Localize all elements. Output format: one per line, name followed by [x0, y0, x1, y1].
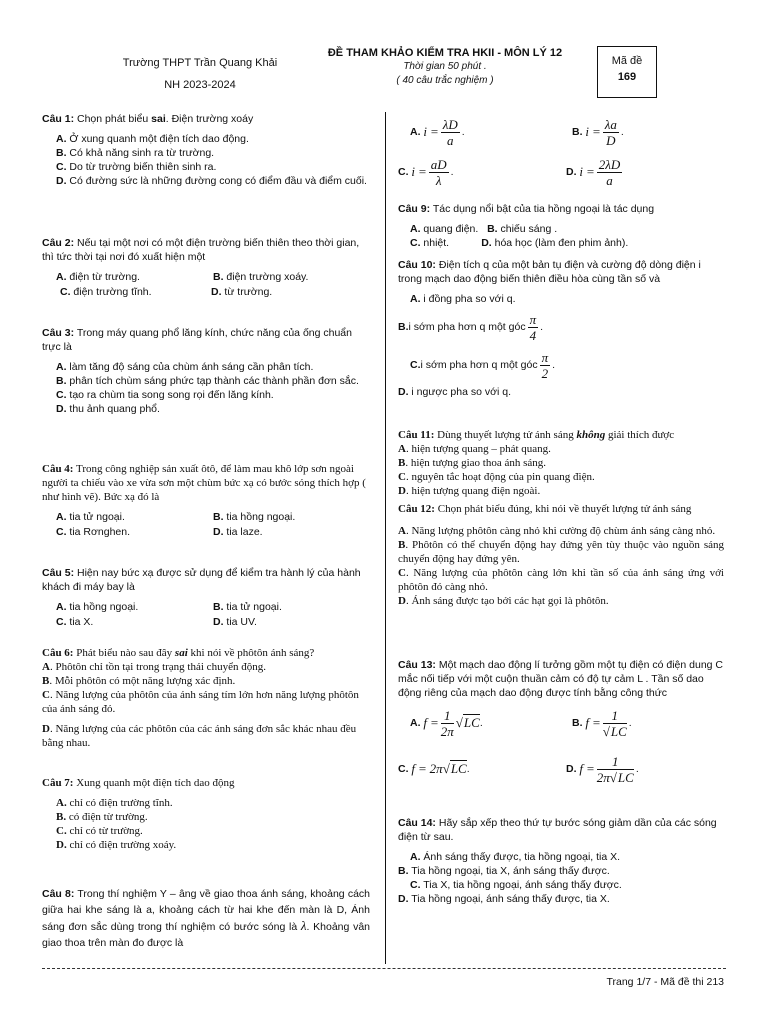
page-footer: Trang 1/7 - Mã đề thi 213	[606, 976, 724, 988]
question-8: Câu 8: Trong thí nghiệm Y – âng về giao thoa ánh sáng, khoảng cách giữa hai khe sáng là a, khoảng cách từ hai khe đến màn là D, Ánh sáng đơn sắc dùng trong thí nghiệm có bước sóng là λ. Khoảng vân giao thoa trên màn đo được là	[42, 888, 371, 949]
question-1: Câu 1: Chọn phát biểu sai. Điện trường xoáy A. Ở xung quanh một điện tích dao động. B. Có khả năng sinh ra từ trường. C. Do từ trường biến thiên sinh ra. D. Có đường sức là những đường cong có điểm đầu và điểm cuối.	[42, 113, 367, 187]
exam-time: Thời gian 50 phút .	[403, 61, 487, 72]
question-11: Câu 11: Dùng thuyết lượng tử ánh sáng không giải thích được A. hiện tượng quang – phát quang. B. hiện tượng giao thoa ánh sáng. C. nguyên tắc hoạt động của pin quang điện. D. hiện tượng quang điện ngoài.	[398, 429, 675, 497]
exam-code-box	[597, 46, 657, 98]
column-divider	[385, 112, 386, 964]
exam-title: ĐỀ THAM KHẢO KIỂM TRA HKII - MÔN LÝ 12	[327, 47, 563, 59]
question-12: Câu 12: Chọn phát biểu đúng, khi nói về thuyết lượng tử ánh sáng A. Năng lượng phôtôn càng nhỏ khi cường độ chùm ánh sáng càng nhỏ. B. Phôtôn có thể chuyển động hay đứng yên tùy thuộc vào nguồn sáng chuyển động hay đứng yên. C. Năng lượng của phôtôn càng lớn khi tần số của ánh sáng ứng với phôtôn đó càng nhỏ. D. Ánh sáng được tạo bởi các hạt gọi là phôtôn.	[398, 503, 724, 607]
school-header	[100, 52, 300, 96]
exam-code-value: 169	[617, 71, 637, 83]
question-10: Câu 10: Điện tích q của một bản tụ điện và cường độ dòng điện i trong mạch dao động biến thiên điều hòa cùng tần số và A. i đồng pha so với q. B. i sớm pha hơn q một góc $\frac{\pi}{4}$ . C. i sớm pha hơn q một góc $\frac{\pi}{2}$ . D. i ngược pha so với q.	[398, 259, 701, 398]
exam-code-label: Mã đề	[611, 55, 643, 67]
question-5: Câu 5: Hiện nay bức xạ được sử dụng để kiểm tra hành lý của hành khách đi máy bay là A. tia hồng ngoại. B. tia tử ngoại. C. tia X. D. tia UV.	[42, 567, 361, 628]
left-column	[42, 112, 370, 955]
exam-header	[300, 46, 590, 88]
question-9: Câu 9: Tác dụng nổi bật của tia hồng ngoại là tác dụng A. quang điện. B. chiếu sáng . C. nhiệt. D. hóa học (làm đen phim ảnh).	[398, 203, 655, 249]
question-7: Câu 7: Xung quanh một điện tích dao động A. chỉ có điện trường tĩnh. B. có điện từ trường. C. chỉ có từ trường. D. chỉ có điện trường xoáy.	[42, 777, 235, 851]
footer-divider	[42, 968, 726, 969]
school-year: NH 2023-2024	[164, 79, 236, 91]
question-8-options: A. i = $\frac{\lambda D}{a}$ . B. i = $\frac{\lambda a}{D}$ . C. i = $\frac{aD}{\lambda}$ . D. i = $\frac{2\lambda D}{a}$	[398, 116, 624, 188]
question-14: Câu 14: Hãy sắp xếp theo thứ tự bước sóng giảm dần của các sóng điện từ sau. A. Ánh sáng thấy được, tia hồng ngoại, tia X. B. Tia hồng ngoại, tia X, ánh sáng thấy được. C. Tia X, tia hồng ngoại, ánh sáng thấy được. D. Tia hồng ngoại, ánh sáng thấy được, tia X.	[398, 817, 717, 905]
question-4: Câu 4: Trong công nghiệp sản xuất ôtô, để làm mau khô lớp sơn ngoài người ta chiếu vào xe vừa sơn một chùm bức xạ có bước sóng thích hợp ( như hình vẽ). Bức xạ đó là A. tia tử ngoại. B. tia hồng ngoại. C. tia Rơnghen. D. tia laze.	[42, 463, 366, 538]
right-column	[398, 112, 724, 906]
school-name: Trường THPT Trần Quang Khải	[122, 57, 278, 69]
question-2: Câu 2: Nếu tại một nơi có một điện trường biến thiên theo thời gian, thì tức thời tại nơi đó xuất hiện một A. điện từ trường. B. điện trường xoáy. C. điện trường tĩnh. D. từ trường.	[42, 237, 360, 298]
exam-count: ( 40 câu trắc nghiệm )	[396, 75, 494, 86]
question-3: Câu 3: Trong máy quang phổ lăng kính, chức năng của ống chuẩn trực là A. làm tăng độ sáng của chùm ánh sáng cần phân tích. B. phân tích chùm sáng phức tạp thành các thành phần đơn sắc. C. tạo ra chùm tia song song rọi đến lăng kính. D. thu ảnh quang phổ.	[42, 327, 359, 415]
question-6: Câu 6: Phát biểu nào sau đây sai khi nói về phôtôn ánh sáng? A. Phôtôn chỉ tồn tại trong trạng thái chuyển động. B. Mỗi phôtôn có một năng lượng xác định. C. Năng lượng của phôtôn của ánh sáng tím lớn hơn năng lượng phôtôn của ánh sáng đỏ. D. Năng lượng của các phôtôn của các ánh sáng đơn sắc khác nhau đều bằng nhau.	[42, 647, 359, 749]
question-13: Câu 13: Một mạch dao động lí tưởng gồm một tụ điện có điện dung C mắc nối tiếp với một cuộn thuần cảm có độ tự cảm L . Tần số dao động riêng của mạch dao động được tính bằng công thức A. f = $\frac{1}{2\pi}$ √LC . B. f = $\frac{1}{√LC}$ . C. f = 2π √LC . D. f = $\frac{1}{2\pi√LC}$ .	[398, 659, 724, 785]
